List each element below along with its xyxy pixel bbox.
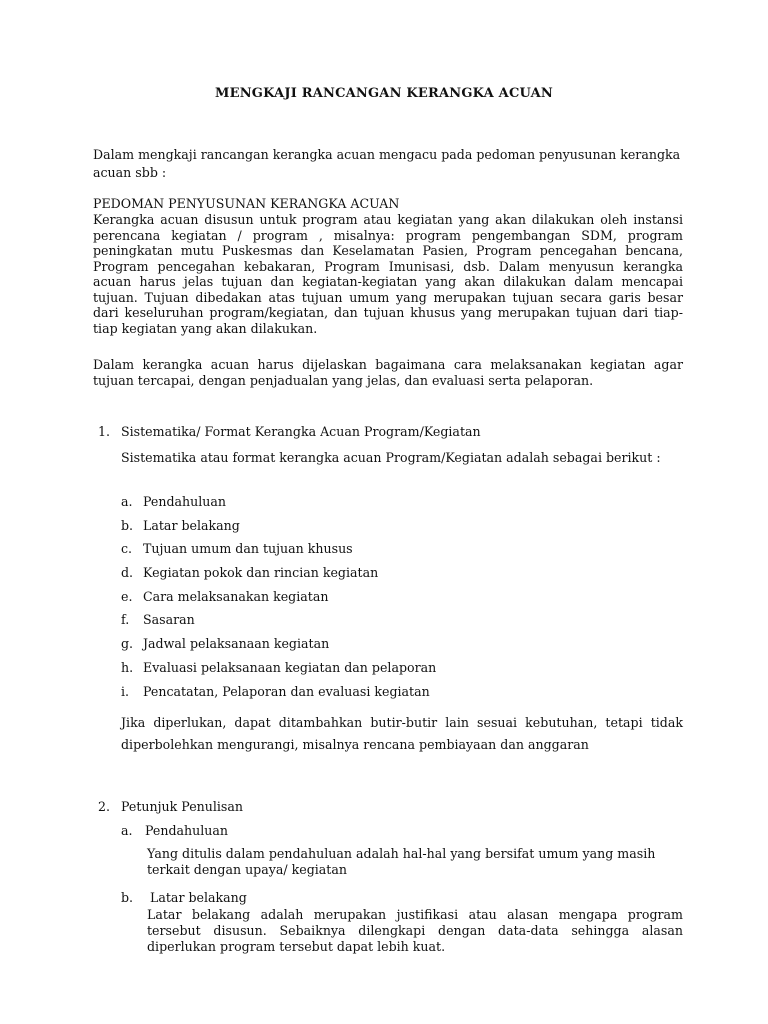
list-item bbox=[121, 660, 681, 684]
document-title: MENGKAJI RANCANGAN KERANGKA ACUAN bbox=[215, 86, 553, 101]
list-item bbox=[121, 589, 681, 613]
section2-sub-a-text: Yang ditulis dalam pendahuluan adalah hal-hal yang bersifat umum yang masih terkait dengan upaya/ kegiatan bbox=[147, 846, 656, 877]
pedoman-paragraph-2: Dalam kerangka acuan harus dijelaskan bagaimana cara melaksanakan kegiatan agar tujuan tercapai, dengan penjadualan yang jelas, dan evaluasi serta pelaporan. bbox=[93, 357, 683, 388]
section1-heading: Sistematika/ Format Kerangka Acuan Program/Kegiatan bbox=[121, 424, 481, 439]
list-item-text: Sasaran bbox=[143, 612, 195, 628]
section2-sub-b-letter: b. bbox=[121, 890, 134, 905]
list-item-text: Pendahuluan bbox=[143, 494, 227, 509]
list-item-text: Tujuan umum dan tujuan khusus bbox=[143, 541, 353, 557]
list-item-letter: i. bbox=[121, 683, 130, 699]
list-item-text: Evaluasi pelaksanaan kegiatan dan pelaporan bbox=[143, 659, 437, 675]
list-item-letter: f. bbox=[121, 612, 130, 628]
list-item-letter: d. bbox=[121, 565, 134, 581]
section1-number: 1. bbox=[98, 424, 111, 439]
list-item-text: Cara melaksanakan kegiatan bbox=[143, 588, 329, 604]
section1-intro: Sistematika atau format kerangka acuan Program/Kegiatan adalah sebagai berikut : bbox=[121, 450, 661, 465]
list-item-text: Pencatatan, Pelaporan dan evaluasi kegiatan bbox=[143, 683, 430, 699]
list-item bbox=[121, 518, 681, 542]
list-item bbox=[121, 612, 681, 636]
section2-sub-a-letter: a. bbox=[121, 823, 133, 838]
section2-heading: Petunjuk Penulisan bbox=[121, 799, 244, 814]
section2-sub-b-text: Latar belakang adalah merupakan justifikasi atau alasan mengapa program tersebut disusun. Sebaiknya dilengkapi dengan data-data sehingga alasan diperlukan program tersebut dapat lebih kuat. bbox=[147, 907, 683, 954]
section2-sub-b-label: Latar belakang bbox=[150, 890, 247, 905]
list-item bbox=[121, 684, 681, 708]
intro-paragraph: Dalam mengkaji rancangan kerangka acuan mengacu pada pedoman penyusunan kerangka acuan sbb : bbox=[93, 147, 681, 180]
list-item-text: Latar belakang bbox=[143, 517, 240, 533]
list-item-text: Jadwal pelaksanaan kegiatan bbox=[143, 636, 330, 652]
pedoman-paragraph-1: Kerangka acuan disusun untuk program atau kegiatan yang akan dilakukan oleh instansi perencana kegiatan / program , misalnya: program pengembangan SDM, program peningkatan mutu Puskesmas dan Keselamatan Pasien, Program pencegahan bencana, Program pencegahan kebakaran, Program Imunisasi, dsb. Dalam menyusun kerangka acuan harus jelas tujuan dan kegiatan-kegiatan yang akan dilakukan dalam mencapai tujuan. Tujuan dibedakan atas tujuan umum yang merupakan tujuan secara garis besar dari keseluruhan program/kegiatan, dan tujuan khusus yang merupakan tujuan dari tiap- tiap kegiatan yang akan dilakukan. bbox=[93, 212, 683, 336]
section1-list bbox=[121, 494, 681, 707]
list-item-text: Kegiatan pokok dan rincian kegiatan bbox=[143, 565, 379, 581]
list-item bbox=[121, 494, 681, 518]
section1-note: Jika diperlukan, dapat ditambahkan butir-butir lain sesuai kebutuhan, tetapi tidak diperbolehkan mengurangi, misalnya rencana pembiayaan dan anggaran bbox=[121, 715, 683, 752]
list-item-letter: e. bbox=[121, 588, 133, 604]
list-item bbox=[121, 541, 681, 565]
list-item-letter: b. bbox=[121, 517, 134, 533]
section2-number: 2. bbox=[98, 799, 111, 814]
pedoman-heading: PEDOMAN PENYUSUNAN KERANGKA ACUAN bbox=[93, 196, 400, 211]
list-item-letter: a. bbox=[121, 494, 133, 509]
list-item bbox=[121, 565, 681, 589]
list-item-letter: h. bbox=[121, 659, 134, 675]
section2-sub-a-label: Pendahuluan bbox=[145, 823, 229, 838]
list-item-letter: g. bbox=[121, 636, 134, 652]
list-item-letter: c. bbox=[121, 541, 133, 557]
list-item bbox=[121, 636, 681, 660]
